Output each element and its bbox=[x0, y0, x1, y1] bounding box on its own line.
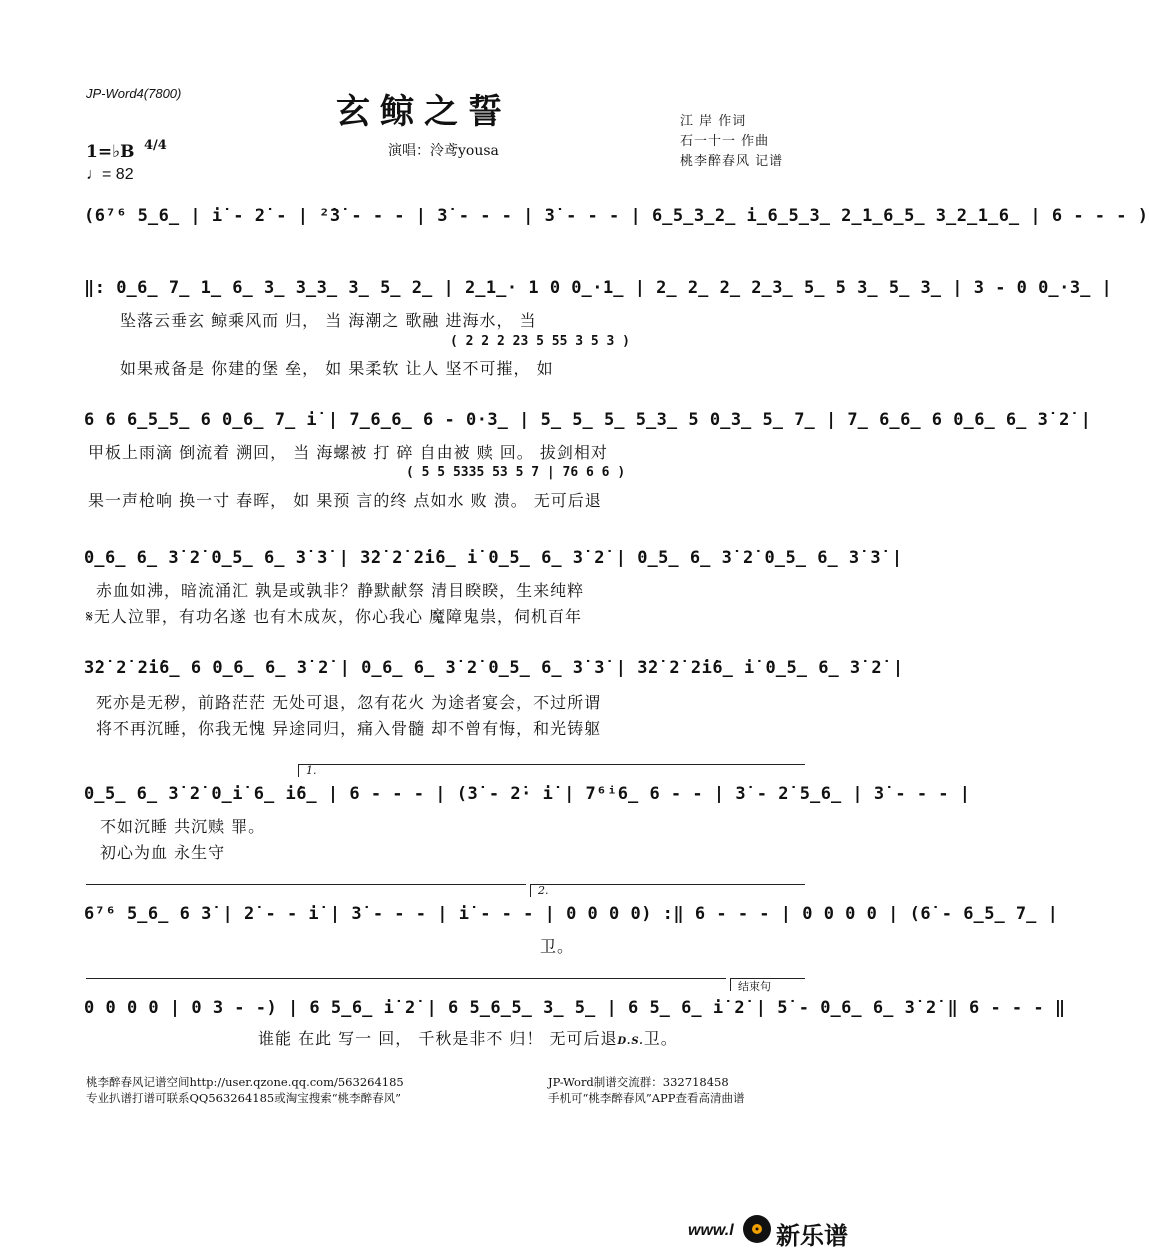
song-title: 玄鲸之誓 bbox=[336, 92, 512, 132]
score-line-6-notes: 6⁷⁶ 5̲6̲ 6 3̇ | 2̇ - - i̇ | 3̇ - - - | i̇ - - - | 0 0 0 0) :‖ 6 - - - | 0 0 0 0 | (6̇ - 6̲5̲ 7̲ | bbox=[84, 904, 1059, 924]
singer-credit: 演唱：泠鸢yousa bbox=[388, 143, 499, 159]
score-line-2-lyric-verse-2: 果一声枪响 换一寸 春晖， 如 果预 言的终 点如水 败 溃。 无可后退 bbox=[88, 491, 602, 510]
record-disc-icon bbox=[742, 1214, 772, 1244]
score-line-7-notes: 0 0 0 0 | 0 3 - -) | 6 5̲6̲ i̇ 2̇ | 6 5̲6̲5̲ 3̲ 5̲ | 6 5̲ 6̲ i̇ 2̇ | 5̇ - 0̲6̲ 6̲ 3̇ 2̇ ‖ 6 - - - ‖ bbox=[84, 998, 1066, 1018]
score-line-1-lyric-verse-2: 如果戒备是 你建的堡 垒， 如 果柔软 让人 坚不可摧， 如 bbox=[120, 359, 554, 378]
watermark-brand: 新乐谱 bbox=[776, 1223, 848, 1250]
score-line-5-notes: 0̲5̲ 6̲ 3̇ 2̇ 0̲i̇ 6̲ i̇6̲ | 6 - - - | (3̇ - 2̇· i̇ | 7⁶ⁱ6̲ 6 - - | 3̇ - 2̇ 5̲6̲ | 3̇ - - - | bbox=[84, 784, 971, 804]
score-line-2-notes: 6 6 6̲5̲5̲ 6 0̲6̲ 7̲ i̇ | 7̲6̲6̲ 6 - 0·3̲ | 5̲ 5̲ 5̲ 5̲3̲ 5 0̲3̲ 5̲ 7̲ | 7̲ 6̲6̲ 6 0̲6̲ 6̲ 3̇ 2̇ | bbox=[84, 410, 1092, 430]
score-line-4-lyric-verse-2: 将不再沉睡，你我无愧 异途同归，痛入骨髓 却不曾有悔，和光铸躯 bbox=[96, 719, 602, 738]
dal-segno-mark: D.S. bbox=[617, 1036, 644, 1047]
footer-left-line-1: 桃李醉春风记谱空间http://user.qzone.qq.com/563264185 bbox=[86, 1075, 404, 1089]
intro-notes: (6⁷⁶ 5̲6̲ | i̇ - 2̇ - | ²̇3̇ - - - | 3̇ - - - | 3̇ - - - | 6̲5̲3̲2̲ i̲6̲5̲3̲ 2̲1̲6̲5̲ 3̲2̲1̲6̲ | 6 - - - ) bbox=[84, 206, 1149, 226]
software-label: JP-Word4(7800) bbox=[86, 86, 182, 101]
watermark-url: www.l bbox=[688, 1222, 734, 1239]
score-line-3-notes: 0̲6̲ 6̲ 3̇ 2̇ 0̲5̲ 6̲ 3̇ 3̇ | 3̇2̇ 2̇ 2̇i̇6̲ i̇ 0̲5̲ 6̲ 3̇ 2̇ | 0̲5̲ 6̲ 3̇ 2̇ 0̲5̲ 6̲ 3̇ 3̇ | bbox=[84, 548, 903, 568]
tempo-marking: ♩= 82 bbox=[86, 166, 134, 183]
score-line-5-lyric-verse-2: 初心为血 永生守 bbox=[100, 843, 226, 862]
score-line-3-lyric-verse-1: 赤血如沸，暗流涌汇 孰是或孰非？静默献祭 清目睽睽，生来纯粹 bbox=[96, 581, 585, 600]
score-line-6-lyric-verse-1: 卫。 bbox=[540, 937, 575, 956]
footer-left-line-2: 专业扒谱打谱可联系QQ563264185或淘宝搜索“桃李醉春风” bbox=[86, 1091, 401, 1105]
footer-right-line-2: 手机可“桃李醉春风”APP查看高清曲谱 bbox=[548, 1091, 745, 1105]
time-signature: 4/4 bbox=[144, 138, 167, 153]
score-line-3-lyric-verse-2: 𝄋无人泣罪，有功名遂 也有木成灰，你心我心 魔障鬼祟，伺机百年 bbox=[86, 607, 583, 626]
volta-bracket-1 bbox=[298, 764, 805, 777]
lyricist-credit: 江 岸 作词 bbox=[680, 114, 747, 129]
key-signature: 1=♭B bbox=[86, 142, 135, 162]
score-line-7-lyric-text: 谁能 在此 写一 回， 千秋是非不 归！ 无可后退 bbox=[258, 1029, 618, 1048]
site-watermark bbox=[680, 1210, 880, 1250]
transcriber-credit: 桃李醉春风 记谱 bbox=[680, 154, 784, 169]
volta-label-1: 1. bbox=[306, 764, 317, 777]
ending-label: 结束句 bbox=[738, 980, 771, 993]
score-line-7-lyric-end: 卫。 bbox=[643, 1029, 678, 1048]
score-line-2-alt-notes: ( 5 5 5335 53 5 7 | 76 6 6 ) bbox=[406, 465, 626, 480]
volta-bracket-2 bbox=[530, 884, 805, 897]
score-line-1-alt-notes: ( 2 2 2 23 5 55 3 5 3 ) bbox=[450, 334, 631, 349]
score-line-7-lyric-verse-1 bbox=[258, 1026, 678, 1049]
score-line-1-notes: ‖: 0̲6̲ 7̲ 1̲ 6̲ 3̲ 3̲3̲ 3̲ 5̲ 2̲ | 2̲1̲· 1 0 0̲·1̲ | 2̲ 2̲ 2̲ 2̲3̲ 5̲ 5 3̲ 5̲ 3̲ | 3 - 0 0̲·3̲ | bbox=[84, 278, 1113, 298]
footer-right-line-1: JP-Word制谱交流群：332718458 bbox=[548, 1075, 729, 1089]
score-line-2-lyric-verse-1: 甲板上雨滴 倒流着 溯回， 当 海螺被 打 碎 自由被 赎 回。 拔剑相对 bbox=[88, 443, 608, 462]
volta-label-2: 2. bbox=[538, 884, 549, 897]
composer-credit: 石一十一 作曲 bbox=[680, 134, 770, 149]
score-line-1-lyric-verse-1: 坠落云垂玄 鲸乘风而 归， 当 海潮之 歌融 进海水， 当 bbox=[120, 311, 537, 330]
phrase-line-6-top bbox=[86, 884, 526, 885]
phrase-line-7-top bbox=[86, 978, 726, 979]
score-line-4-lyric-verse-1: 死亦是无秽，前路茫茫 无处可退，忽有花火 为途者宴会，不过所谓 bbox=[96, 693, 602, 712]
score-line-4-notes: 3̇2̇ 2̇ 2̇i̇6̲ 6 0̲6̲ 6̲ 3̇ 2̇ | 0̲6̲ 6̲ 3̇ 2̇ 0̲5̲ 6̲ 3̇ 3̇ | 3̇2̇ 2̇ 2̇i̇6̲ i̇ 0̲5̲ 6̲ 3̇ 2̇ | bbox=[84, 658, 904, 678]
score-line-5-lyric-verse-1: 不如沉睡 共沉赎 罪。 bbox=[100, 817, 266, 836]
